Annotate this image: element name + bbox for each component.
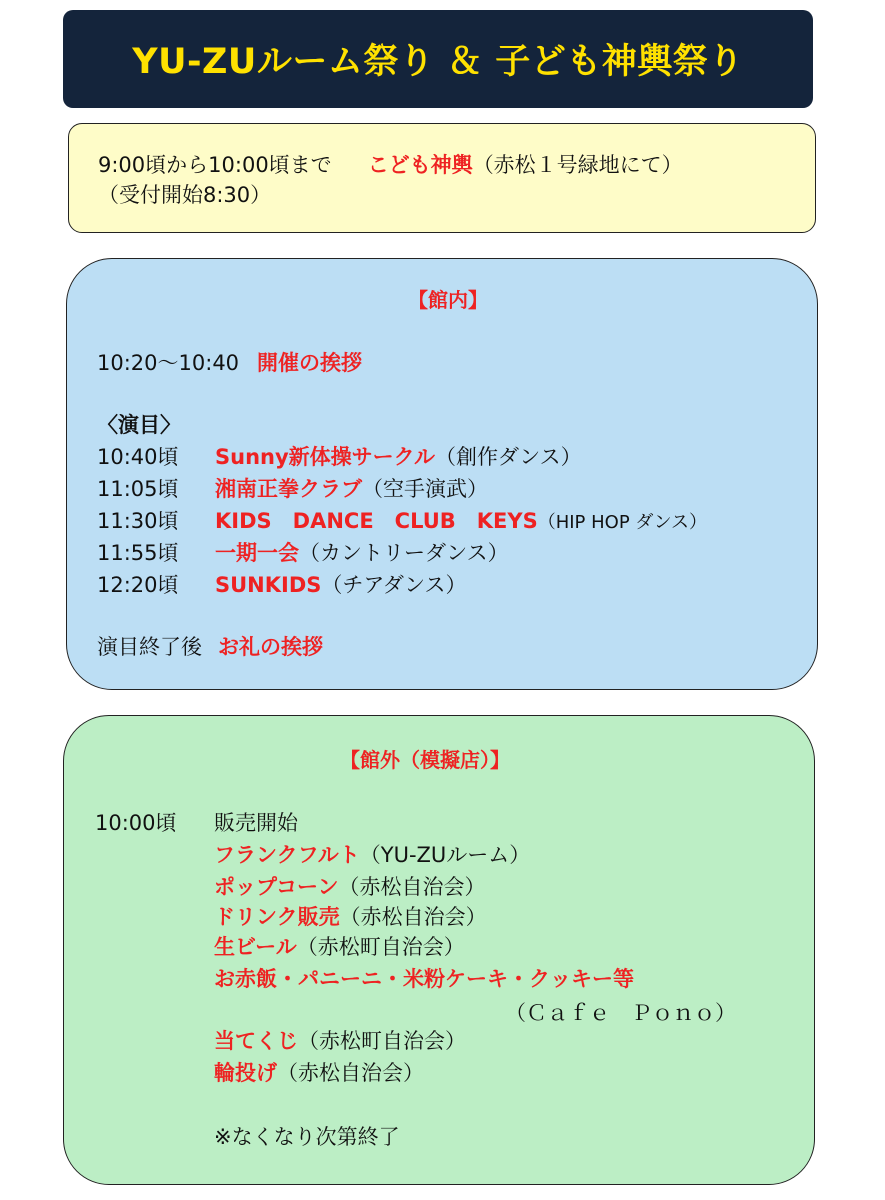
performance-time: 11:30頃: [97, 509, 179, 533]
performance-name: 一期一会: [215, 541, 299, 565]
performance-detail: （カントリーダンス）: [299, 541, 509, 565]
performance-row: [97, 474, 488, 504]
closing-label: お礼の挨拶: [218, 635, 323, 659]
performance-name: KIDS DANCE CLUB KEYS: [215, 509, 538, 533]
stall-item: [214, 1058, 424, 1088]
mikoshi-reception: （受付開始8:30）: [98, 183, 272, 207]
performance-name: Sunny新体操サークル: [215, 445, 436, 469]
stall-name: 生ビール: [214, 935, 297, 959]
closing-prefix: 演目終了後: [97, 635, 202, 659]
mikoshi-event: こども神輿: [367, 153, 473, 177]
stall-name: 輪投げ: [214, 1061, 277, 1085]
performance-detail: （チアダンス）: [321, 573, 467, 597]
stall-name: フランクフルト: [214, 843, 360, 867]
performance-detail: （HIP HOP ダンス）: [537, 512, 708, 533]
stall-vendor: （赤松町自治会）: [296, 935, 465, 959]
opening-line: [97, 348, 362, 378]
mikoshi-line: [98, 150, 683, 180]
program-heading: 〈演目〉: [97, 413, 181, 437]
performance-row: [97, 538, 509, 568]
stall-vendor: （赤松自治会）: [338, 875, 486, 899]
stall-item: [505, 998, 736, 1028]
opening-time: 10:20～10:40: [97, 351, 240, 375]
performance-name: 湘南正拳クラブ: [215, 477, 362, 501]
stall-vendor: （赤松町自治会）: [298, 1029, 466, 1053]
indoor-heading: 【館内】: [408, 288, 488, 312]
mikoshi-time: 9:00頃から10:00頃まで: [98, 153, 332, 177]
performance-row: [97, 570, 467, 600]
stall-name: ポップコーン: [214, 875, 339, 899]
performance-name: SUNKIDS: [215, 573, 322, 597]
stall-item: [214, 932, 465, 962]
sales-start-line: [95, 808, 298, 838]
performance-time: 10:40頃: [97, 445, 179, 469]
stall-vendor: （Ｃａｆｅ Ｐｏｎｏ）: [505, 1001, 736, 1025]
title-banner: [63, 10, 813, 108]
stall-name: 当てくじ: [214, 1029, 298, 1053]
performance-detail: （空手演武）: [362, 477, 488, 501]
stall-name: ドリンク販売: [214, 905, 340, 929]
stall-name: お赤飯・パニーニ・米粉ケーキ・クッキー等: [214, 967, 634, 991]
sales-start-time: 10:00頃: [95, 811, 177, 835]
closing-line: [97, 632, 323, 662]
stall-item: [214, 964, 634, 994]
stall-vendor: （YU-ZUルーム）: [359, 843, 531, 867]
stall-item: [214, 872, 486, 902]
sold-out-note: ※なくなり次第終了: [214, 1125, 400, 1149]
stall-item: [214, 1026, 466, 1056]
performance-time: 12:20頃: [97, 573, 179, 597]
outdoor-heading: 【館外（模擬店）】: [340, 748, 510, 772]
stall-item: [214, 840, 530, 870]
performance-row: [97, 506, 707, 538]
performance-time: 11:05頃: [97, 477, 179, 501]
performance-row: [97, 442, 582, 472]
performance-time: 11:55頃: [97, 541, 179, 565]
stall-vendor: （赤松自治会）: [339, 905, 487, 929]
performance-detail: （創作ダンス）: [435, 445, 582, 469]
mikoshi-location: （赤松１号緑地にて）: [472, 153, 683, 177]
sales-start-label: 販売開始: [214, 811, 298, 835]
stall-item: [214, 902, 487, 932]
page-title: YU-ZUルーム祭り ＆ 子ども神輿祭り: [132, 42, 744, 82]
stall-vendor: （赤松自治会）: [277, 1061, 424, 1085]
opening-label: 開催の挨拶: [257, 351, 363, 375]
